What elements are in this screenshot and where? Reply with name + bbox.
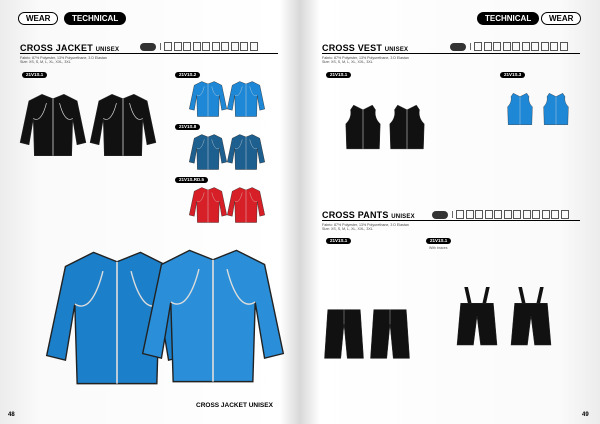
feature-icon (240, 42, 248, 51)
product-code: 21V1S.2 (175, 72, 200, 78)
vest-title-main: CROSS VEST (322, 43, 383, 53)
pants-title (322, 210, 415, 220)
feature-icon (494, 210, 502, 219)
feature-icon (193, 42, 201, 51)
feature-icon (551, 210, 559, 219)
feature-icon (504, 210, 512, 219)
feature-icons (140, 42, 258, 51)
feature-icon (493, 42, 501, 51)
vest-feature-icons (450, 42, 568, 51)
feature-icon (532, 210, 540, 219)
feature-icon (531, 42, 539, 51)
page-number: 49 (582, 412, 589, 418)
jacket-blue-large-back-image (138, 236, 288, 396)
product-code: 21V1S.8 (175, 124, 200, 130)
feature-icon (202, 42, 210, 51)
jacket-red-front-image (188, 184, 228, 226)
pants-black-back-image (364, 284, 416, 384)
tab-wear[interactable]: WEAR (541, 12, 581, 25)
pants-title-rule (322, 220, 580, 221)
bib-pants-back-image (502, 248, 560, 384)
feature-icon (485, 210, 493, 219)
pants-feature-icons (432, 210, 569, 219)
brand-badge-icon (140, 43, 156, 51)
feature-icon (474, 42, 482, 51)
product-title (20, 43, 119, 53)
tab-wear[interactable]: WEAR (18, 12, 58, 25)
jacket-black-front-image (18, 80, 88, 170)
vest-black-back-image (382, 82, 432, 172)
brand-badge-icon (450, 43, 466, 51)
feature-icon (512, 42, 520, 51)
feature-icon (174, 42, 182, 51)
product-description: Fabric: 87% Polyester, 13% Polyurethane, 3 D Elastan Size: XS, S, M, L, XL, XXL, 3XL (20, 56, 107, 65)
jacket-red-back-image (226, 184, 266, 226)
pants-black-front-image (318, 284, 370, 384)
jacket-blue-front-image (188, 78, 228, 120)
vest-title-suffix: UNISEX (384, 47, 409, 53)
pants-description: Fabric: 87% Polyester, 13% Polyurethane, 3 D Elastan Size: XS, S, M, L, XL, XXL, 3XL (322, 223, 409, 232)
separator-icon (452, 211, 453, 218)
vest-title-rule (322, 53, 580, 54)
title-rule (20, 53, 278, 54)
feature-icon (466, 210, 474, 219)
page-number: 48 (8, 412, 15, 418)
pants-title-suffix: UNISEX (391, 214, 415, 220)
feature-icon (541, 42, 549, 51)
brand-badge-icon (432, 211, 448, 219)
feature-icon (250, 42, 258, 51)
jacket-navy-back-image (226, 131, 266, 173)
feature-icon (475, 210, 483, 219)
feature-icon (231, 42, 239, 51)
product-code: 21V1S.RD.5 (175, 177, 208, 183)
bib-pants-front-image (448, 248, 506, 384)
feature-icon (561, 210, 569, 219)
vest-black-front-image (338, 82, 388, 172)
product-title-main: CROSS JACKET (20, 43, 93, 53)
feature-icon (221, 42, 229, 51)
feature-icon (484, 42, 492, 51)
feature-icon (523, 210, 531, 219)
feature-icon (456, 210, 464, 219)
right-page (300, 0, 600, 424)
tab-technical[interactable]: TECHNICAL (64, 12, 126, 25)
vest-blue-front-image (502, 80, 538, 138)
vest-description: Fabric: 87% Polyester, 13% Polyurethane, 3 D Elastan Size: XS, S, M, L, XL, XXL, 3XL (322, 56, 409, 65)
jacket-blue-back-image (226, 78, 266, 120)
pants-title-main: CROSS PANTS (322, 210, 389, 220)
vest-title (322, 43, 408, 53)
pants-code: 21V1S.1 (326, 238, 351, 244)
feature-icon (183, 42, 191, 51)
vest-code: 21V1S.3 (500, 72, 525, 78)
product-code: 21V1S.1 (22, 72, 47, 78)
vest-code: 21V1S.1 (326, 72, 351, 78)
feature-icon (542, 210, 550, 219)
vest-blue-back-image (538, 80, 574, 138)
jacket-navy-front-image (188, 131, 228, 173)
separator-icon (470, 43, 471, 50)
jacket-black-back-image (88, 80, 158, 170)
product-title-suffix: UNISEX (95, 47, 120, 53)
feature-icon (550, 42, 558, 51)
feature-icon (212, 42, 220, 51)
separator-icon (160, 43, 161, 50)
feature-icon (513, 210, 521, 219)
pants-code: 21V1S.1 (426, 238, 451, 244)
feature-icon (522, 42, 530, 51)
feature-icon (560, 42, 568, 51)
feature-icon (164, 42, 172, 51)
pants-note: With braces (429, 246, 448, 250)
feature-icon (503, 42, 511, 51)
tab-technical[interactable]: TECHNICAL (477, 12, 539, 25)
product-caption: CROSS JACKET UNISEX (196, 402, 273, 409)
